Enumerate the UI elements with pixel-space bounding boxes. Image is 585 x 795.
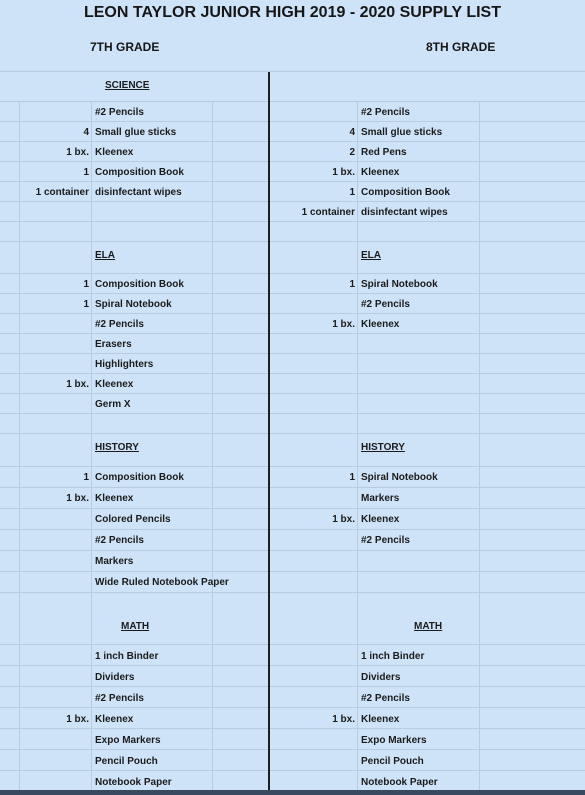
item-cell: Wide Ruled Notebook Paper xyxy=(95,577,229,588)
grid-row-line xyxy=(0,686,585,687)
grid-row-line xyxy=(0,728,585,729)
grid-row-line xyxy=(0,413,585,414)
item-cell: #2 Pencils xyxy=(361,535,410,546)
item-cell: #2 Pencils xyxy=(361,299,410,310)
item-cell: Dividers xyxy=(361,672,401,683)
section-heading: ELA xyxy=(361,250,381,261)
grid-row-line xyxy=(0,433,585,434)
section-heading: MATH xyxy=(121,621,150,632)
grid-row-line xyxy=(0,665,585,666)
quantity-cell: 1 bx. xyxy=(332,714,355,725)
item-cell: Small glue sticks xyxy=(361,127,443,138)
grade-8-heading: 8TH GRADE xyxy=(426,40,496,54)
quantity-cell: 1 bx. xyxy=(332,167,355,178)
grid-column-line xyxy=(212,101,213,790)
grid-row-line xyxy=(0,466,585,467)
item-cell: disinfectant wipes xyxy=(95,187,182,198)
item-cell: Markers xyxy=(95,556,134,567)
item-cell: Kleenex xyxy=(361,514,400,525)
item-cell: Notebook Paper xyxy=(95,777,172,788)
item-cell: Highlighters xyxy=(95,359,154,370)
grid-row-line xyxy=(0,550,585,551)
grid-row-line xyxy=(0,121,585,122)
grid-row-line xyxy=(0,508,585,509)
grid-row-line xyxy=(0,101,585,102)
item-cell: Erasers xyxy=(95,339,132,350)
grid-row-line xyxy=(0,313,585,314)
item-cell: 1 inch Binder xyxy=(95,651,159,662)
section-heading: HISTORY xyxy=(361,442,405,453)
grid-row-line xyxy=(0,487,585,488)
section-heading: MATH xyxy=(414,621,443,632)
item-cell: Notebook Paper xyxy=(361,777,438,788)
item-cell: Pencil Pouch xyxy=(361,756,424,767)
item-cell: Composition Book xyxy=(95,167,184,178)
quantity-cell: 1 xyxy=(349,187,355,198)
grid-row-line xyxy=(0,71,585,72)
item-cell: Kleenex xyxy=(361,714,400,725)
quantity-cell: 4 xyxy=(349,127,355,138)
grid-row-line xyxy=(0,770,585,771)
item-cell: Kleenex xyxy=(95,714,134,725)
item-cell: Composition Book xyxy=(95,472,184,483)
grid-row-line xyxy=(0,707,585,708)
quantity-cell: 1 bx. xyxy=(66,379,89,390)
page-title: LEON TAYLOR JUNIOR HIGH 2019 - 2020 SUPPLY LIST xyxy=(83,4,501,21)
section-heading: SCIENCE xyxy=(105,80,150,91)
item-cell: Markers xyxy=(361,493,400,504)
quantity-cell: 1 bx. xyxy=(66,714,89,725)
quantity-cell: 4 xyxy=(83,127,89,138)
item-cell: Kleenex xyxy=(95,147,134,158)
quantity-cell: 1 xyxy=(349,472,355,483)
item-cell: Composition Book xyxy=(361,187,450,198)
grid-row-line xyxy=(0,749,585,750)
item-cell: #2 Pencils xyxy=(361,693,410,704)
grid-row-line xyxy=(0,181,585,182)
item-cell: Kleenex xyxy=(361,167,400,178)
grid-row-line xyxy=(0,241,585,242)
column-divider xyxy=(268,72,270,790)
grid-row-line xyxy=(0,592,585,593)
item-cell: #2 Pencils xyxy=(95,693,144,704)
grid-row-line xyxy=(0,644,585,645)
grid-row-line xyxy=(0,353,585,354)
grid-row-line xyxy=(0,571,585,572)
item-cell: Kleenex xyxy=(95,493,134,504)
quantity-cell: 1 bx. xyxy=(332,319,355,330)
section-heading: HISTORY xyxy=(95,442,139,453)
quantity-cell: 1 bx. xyxy=(66,493,89,504)
grid-row-line xyxy=(0,201,585,202)
item-cell: Dividers xyxy=(95,672,135,683)
section-heading: ELA xyxy=(95,250,115,261)
quantity-cell: 1 bx. xyxy=(332,514,355,525)
item-cell: #2 Pencils xyxy=(95,107,144,118)
item-cell: Kleenex xyxy=(361,319,400,330)
item-cell: #2 Pencils xyxy=(361,107,410,118)
grid-column-line xyxy=(479,101,480,790)
item-cell: Spiral Notebook xyxy=(95,299,172,310)
quantity-cell: 1 container xyxy=(301,207,355,218)
grid-column-line xyxy=(91,101,92,790)
quantity-cell: 1 xyxy=(349,279,355,290)
item-cell: Small glue sticks xyxy=(95,127,177,138)
grid-row-line xyxy=(0,373,585,374)
quantity-cell: 1 bx. xyxy=(66,147,89,158)
item-cell: Colored Pencils xyxy=(95,514,171,525)
quantity-cell: 1 xyxy=(83,279,89,290)
item-cell: Red Pens xyxy=(361,147,407,158)
grid-row-line xyxy=(0,273,585,274)
grid-row-line xyxy=(0,141,585,142)
quantity-cell: 1 xyxy=(83,299,89,310)
grid-row-line xyxy=(0,161,585,162)
item-cell: Spiral Notebook xyxy=(361,279,438,290)
quantity-cell: 1 container xyxy=(35,187,89,198)
item-cell: Spiral Notebook xyxy=(361,472,438,483)
item-cell: Expo Markers xyxy=(95,735,161,746)
item-cell: Pencil Pouch xyxy=(95,756,158,767)
grid-row-line xyxy=(0,393,585,394)
item-cell: disinfectant wipes xyxy=(361,207,448,218)
grid-row-line xyxy=(0,333,585,334)
grid-column-line xyxy=(19,101,20,790)
item-cell: Kleenex xyxy=(95,379,134,390)
quantity-cell: 1 xyxy=(83,472,89,483)
grid-row-line xyxy=(0,293,585,294)
grid-row-line xyxy=(0,529,585,530)
quantity-cell: 1 xyxy=(83,167,89,178)
grid-column-line xyxy=(357,101,358,790)
item-cell: Expo Markers xyxy=(361,735,427,746)
item-cell: #2 Pencils xyxy=(95,319,144,330)
item-cell: #2 Pencils xyxy=(95,535,144,546)
item-cell: Composition Book xyxy=(95,279,184,290)
quantity-cell: 2 xyxy=(349,147,355,158)
item-cell: 1 inch Binder xyxy=(361,651,425,662)
bottom-border xyxy=(0,790,585,795)
grade-7-heading: 7TH GRADE xyxy=(90,40,160,54)
grid-row-line xyxy=(0,221,585,222)
item-cell: Germ X xyxy=(95,399,131,410)
